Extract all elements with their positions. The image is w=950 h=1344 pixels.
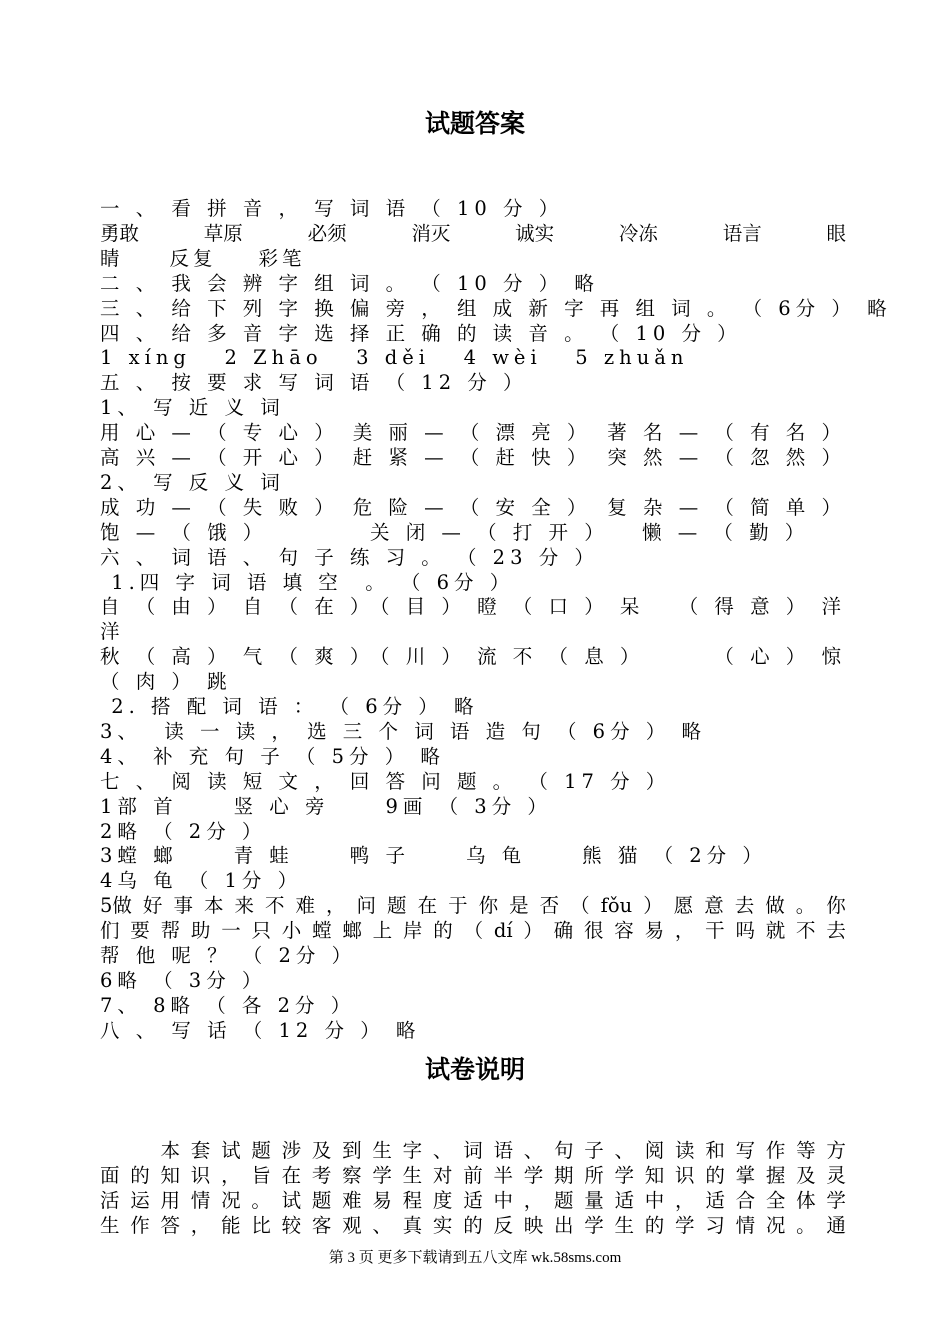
answer-line: 四 、 给 多 音 字 选 择 正 确 的 读 音 。 （ 10 分 ） <box>100 321 742 345</box>
answer-word: 睛 <box>100 246 124 270</box>
answer-line: 3、 读 一 读 ， 选 三 个 词 语 造 句 （ 6分 ） 略 <box>100 719 706 743</box>
answer-line <box>100 495 846 520</box>
answer-line: 二 、 我 会 辨 字 组 词 。 （ 10 分 ） 略 <box>100 271 599 295</box>
answer-word: dí <box>493 919 513 943</box>
answer-word: 意 <box>704 894 724 918</box>
paragraph-char: 学 <box>584 1214 604 1237</box>
answer-line: 2略 （ 2分 ） <box>100 819 267 843</box>
answer-cell: （ 得 意 ） 洋 <box>678 595 846 619</box>
answer-word: 易 <box>644 919 665 943</box>
answer-word: 确 <box>553 919 574 943</box>
answer-word: 就 <box>765 919 786 943</box>
paragraph-char: 及 <box>311 1139 332 1162</box>
paragraph-char: 情 <box>735 1214 756 1237</box>
paragraph-char: 字 <box>402 1139 423 1162</box>
paragraph-char: 在 <box>281 1164 302 1187</box>
answer-word: 好 <box>142 894 163 918</box>
answer-word: 语言 <box>722 221 762 245</box>
paragraph-char: 合 <box>735 1189 756 1212</box>
answer-cell: （ 目 ） 瞪 （ 口 ） 呆 <box>370 595 645 619</box>
paragraph-char: 灵 <box>826 1164 846 1187</box>
answer-line: 三 、 给 下 列 字 换 偏 旁 ， 组 成 新 字 再 组 词 。 （ 6分 ） 略 <box>100 296 892 320</box>
paragraph-char: 掌 <box>735 1164 756 1187</box>
paragraph-char: 及 <box>796 1164 816 1187</box>
paragraph-char <box>100 1138 120 1163</box>
instructions-paragraph <box>100 1138 846 1238</box>
paragraph-char: 客 <box>311 1214 332 1237</box>
answer-word: 去 <box>826 919 846 943</box>
answer-word: 诚实 <box>515 221 555 245</box>
answer-line: 2. 搭 配 词 语 ： （ 6分 ） 略 <box>100 695 479 718</box>
paragraph-char: 识 <box>675 1164 695 1187</box>
paragraph-char: 题 <box>251 1139 271 1162</box>
paragraph-char: 学 <box>826 1189 846 1212</box>
answer-line <box>100 445 846 470</box>
paragraph-char: 学 <box>675 1214 695 1237</box>
answer-word: 不 <box>264 894 285 918</box>
paragraph-char: 反 <box>493 1214 513 1237</box>
paragraph-char: 语 <box>493 1139 513 1162</box>
answer-line: 七 、 阅 读 短 文 ， 回 答 问 题 。 （ 17 分 ） <box>100 769 671 793</box>
paragraph-char: 等 <box>796 1139 816 1162</box>
answer-cell: 成 功 — （ 失 败 ） <box>100 495 339 519</box>
paragraph-char: 的 <box>463 1214 483 1237</box>
paragraph-char: 难 <box>342 1189 362 1212</box>
answer-word: 是 <box>509 894 529 918</box>
answer-word: 来 <box>234 894 254 918</box>
answer-word: 愿 <box>673 894 694 918</box>
answer-line: 1 xíng 2 Zhāo 3 děi 4 wèi 5 zhuǎn <box>100 346 689 370</box>
paragraph-char: 适 <box>463 1189 483 1212</box>
answer-word: 一 <box>221 919 241 943</box>
paragraph-char: 旨 <box>251 1164 271 1187</box>
paragraph-char: 、 <box>372 1214 392 1237</box>
paragraph-char: 面 <box>100 1164 120 1187</box>
paragraph-char: 生 <box>402 1164 423 1187</box>
paragraph-char: 词 <box>463 1139 483 1162</box>
answer-line: 6略 （ 3分 ） <box>100 968 267 992</box>
paragraph-char: 出 <box>553 1214 574 1237</box>
answer-line: 1、 写 近 义 词 <box>100 396 285 420</box>
answer-cell: 懒 — （ 勤 ） <box>642 520 810 544</box>
paragraph-char: 涉 <box>281 1139 302 1162</box>
paragraph-char: 作 <box>765 1139 786 1162</box>
answer-word: 小 <box>281 919 302 943</box>
paragraph-char: 度 <box>432 1189 453 1212</box>
paragraph-char: 中 <box>644 1189 665 1212</box>
answer-word: 干 <box>705 919 725 943</box>
paragraph-char: ， <box>221 1164 241 1187</box>
answer-word: 消灭 <box>411 221 451 245</box>
answer-line: 五 、 按 要 求 写 词 语 （ 12 分 ） <box>100 371 528 395</box>
answer-cell: 危 险 — （ 安 全 ） <box>352 495 592 519</box>
answer-line: 六 、 词 语 、 句 子 练 习 。 （ 23 分 ） <box>100 545 599 569</box>
answer-word: 只 <box>251 919 271 943</box>
paragraph-char: 对 <box>432 1164 453 1187</box>
paragraph-char: 学 <box>614 1164 635 1187</box>
paragraph-char: 生 <box>372 1139 392 1162</box>
answer-word: 不 <box>796 919 816 943</box>
paragraph-char: 套 <box>190 1139 211 1162</box>
paragraph-line <box>100 1188 846 1213</box>
answer-line: 4、 补 充 句 子 （ 5分 ） 略 <box>100 744 445 768</box>
paragraph-char: 写 <box>735 1139 756 1162</box>
paragraph-char: 中 <box>493 1189 513 1212</box>
paragraph-char: 和 <box>705 1139 725 1162</box>
answer-word: 岸 <box>402 919 423 943</box>
paragraph-char: 读 <box>675 1139 695 1162</box>
answer-word: 做 <box>765 894 785 918</box>
answer-cell: 饱 — （ 饿 ） <box>100 520 268 544</box>
paragraph-char: 程 <box>402 1189 423 1212</box>
answer-cell: 复 杂 — （ 简 单 ） <box>607 495 846 519</box>
answer-line: 1部 首 竖 心 旁 9画 （ 3分 ） <box>100 794 552 818</box>
answer-word: ， <box>326 894 346 918</box>
answer-word: 勇敢 <box>100 221 140 245</box>
answer-line: 一 、 看 拼 音 ， 写 词 语 （ 10 分 ） <box>100 197 564 220</box>
paragraph-char: 识 <box>190 1164 211 1187</box>
paragraph-char: 观 <box>342 1214 362 1237</box>
paragraph-char: 用 <box>160 1189 181 1212</box>
answer-line: 4乌 龟 （ 1分 ） <box>100 869 303 893</box>
paragraph-char: 。 <box>251 1189 271 1212</box>
answer-word: 于 <box>448 894 468 918</box>
answer-cell: 突 然 — （ 忽 然 ） <box>607 446 846 469</box>
answer-word: 事 <box>173 894 193 918</box>
paragraph-char: 适 <box>614 1189 635 1212</box>
paragraph-char: 半 <box>493 1164 513 1187</box>
paragraph-char: 的 <box>644 1214 665 1237</box>
page-footer: 第 3 页 更多下载请到五八文库 wk.58sms.com <box>328 1250 622 1266</box>
paragraph-char: 答 <box>160 1214 181 1237</box>
paragraph-char: ， <box>675 1189 695 1212</box>
answer-word: 在 <box>417 894 438 918</box>
paragraph-char: 较 <box>281 1214 302 1237</box>
paragraph-char: ， <box>190 1214 211 1237</box>
answer-line <box>100 420 846 445</box>
answer-word: 题 <box>387 894 407 918</box>
paragraph-char: 况 <box>221 1189 241 1212</box>
answer-line: 7、 8略 （ 各 2分 ） <box>100 993 356 1017</box>
answer-line <box>100 594 846 619</box>
answer-cell: 赶 紧 — （ 赶 快 ） <box>352 446 592 469</box>
answers-title: 试题答案 <box>424 109 525 138</box>
answer-word: 难 <box>295 894 316 918</box>
paragraph-line <box>100 1213 846 1238</box>
answer-word: fǒu <box>600 894 633 918</box>
paragraph-char: 题 <box>311 1189 332 1212</box>
paragraph-char: 的 <box>130 1164 150 1187</box>
answer-cell: （ 心 ） 惊 <box>714 645 846 669</box>
answer-word: 帮 <box>160 919 181 943</box>
answer-cell: （ 川 ） 流 不 （ 息 ） <box>370 645 645 669</box>
answer-cell: 美 丽 — （ 漂 亮 ） <box>352 421 592 445</box>
answer-line: 八 、 写 话 （ 12 分 ） 略 <box>100 1018 421 1042</box>
answer-cell: 自 （ 由 ） 自 （ 在 ） <box>100 595 375 619</box>
paragraph-char: 学 <box>372 1164 392 1187</box>
answer-line <box>100 918 846 943</box>
answer-line <box>100 644 846 669</box>
answer-cell: 秋 （ 高 ） 气 （ 爽 ） <box>100 645 375 669</box>
answer-word: 草原 <box>203 221 243 245</box>
answer-word: 你 <box>826 894 846 918</box>
answer-word: 必须 <box>307 221 347 245</box>
paragraph-char: 通 <box>826 1214 846 1237</box>
answer-word: 们 <box>100 919 120 943</box>
paragraph-char: 前 <box>463 1164 483 1187</box>
answer-line <box>100 246 846 271</box>
answer-word: 助 <box>190 919 211 943</box>
paragraph-char: 知 <box>160 1164 181 1187</box>
answer-line <box>100 893 846 918</box>
paragraph-char: 况 <box>765 1214 786 1237</box>
answer-line: 帮 他 呢 ？ （ 2分 ） <box>100 944 357 967</box>
answer-line <box>100 221 846 246</box>
paragraph-char: 期 <box>553 1164 574 1187</box>
answer-word: ） <box>523 919 543 943</box>
paragraph-line <box>100 1138 846 1163</box>
paragraph-char: 活 <box>100 1189 120 1212</box>
paragraph-char: 实 <box>432 1214 453 1237</box>
answer-word: 本 <box>203 894 224 918</box>
paragraph-char: 、 <box>614 1139 635 1162</box>
answer-word: 问 <box>356 894 377 918</box>
paragraph-char: 到 <box>342 1139 362 1162</box>
paragraph-char: 阅 <box>644 1139 665 1162</box>
paragraph-char: 方 <box>826 1139 846 1162</box>
answer-word: 螳 <box>312 919 332 943</box>
paragraph-char: 生 <box>100 1214 120 1237</box>
answer-word: ， <box>674 919 695 943</box>
answer-word: 眼 <box>826 221 846 245</box>
answer-word: （ <box>463 919 484 943</box>
paragraph-char: 题 <box>553 1189 574 1212</box>
paragraph-char: 量 <box>584 1189 604 1212</box>
paragraph-char: 学 <box>523 1164 544 1187</box>
paragraph-char: 句 <box>553 1139 574 1162</box>
answer-line: 洋 <box>100 620 125 644</box>
paragraph-char: 试 <box>281 1189 302 1212</box>
paragraph-char: 知 <box>644 1164 665 1187</box>
paragraph-char: 考 <box>311 1164 332 1187</box>
answer-word: 很 <box>583 919 604 943</box>
paragraph-char: 子 <box>584 1139 604 1162</box>
answer-cell: 用 心 — （ 专 心 ） <box>100 421 339 445</box>
answer-line: 3螳 螂 青 蛙 鸭 子 乌 龟 熊 猫 （ 2分 ） <box>100 844 767 868</box>
paragraph-char: 运 <box>130 1189 150 1212</box>
paragraph-char: 真 <box>402 1214 423 1237</box>
paragraph-char: 、 <box>432 1139 453 1162</box>
answer-cell: 高 兴 — （ 开 心 ） <box>100 446 339 469</box>
answer-word: ） <box>643 894 663 918</box>
paragraph-char: 习 <box>705 1214 725 1237</box>
paragraph-char: 全 <box>765 1189 786 1212</box>
answer-word: 冷冻 <box>618 221 658 245</box>
answer-word: 上 <box>372 919 393 943</box>
answer-word: 要 <box>130 919 150 943</box>
paragraph-char: 体 <box>796 1189 816 1212</box>
paragraph-char: 本 <box>160 1139 181 1162</box>
answer-line <box>100 520 846 545</box>
paragraph-char <box>130 1138 150 1163</box>
answer-line: 2、 写 反 义 词 <box>100 470 285 494</box>
paragraph-char: ， <box>523 1189 544 1212</box>
answer-word: 。 <box>795 894 816 918</box>
paragraph-char: 、 <box>523 1139 544 1162</box>
paragraph-char: 。 <box>796 1214 816 1237</box>
answer-word: 的 <box>433 919 453 943</box>
answer-word: 你 <box>478 894 499 918</box>
answer-cell: 关 闭 — （ 打 开 ） <box>370 520 609 544</box>
answer-word: 去 <box>734 894 755 918</box>
paragraph-line <box>100 1163 846 1188</box>
answer-word: 螂 <box>342 919 362 943</box>
paragraph-char: 情 <box>190 1189 211 1212</box>
paragraph-char: 适 <box>705 1189 725 1212</box>
answer-word: 反复 <box>169 246 217 270</box>
answer-line: （ 肉 ） 跳 <box>100 670 232 694</box>
answer-word: （ <box>570 894 590 918</box>
answer-word: 容 <box>614 919 634 943</box>
answer-line: 1.四 字 词 语 填 空 。 （ 6分 ） <box>100 570 515 594</box>
paragraph-char: 作 <box>130 1214 150 1237</box>
paragraph-char: 察 <box>342 1164 362 1187</box>
paragraph-char: 的 <box>705 1164 725 1187</box>
paragraph-char: 映 <box>523 1214 544 1237</box>
answer-word: 吗 <box>735 919 755 943</box>
answer-word: 彩笔 <box>258 246 306 270</box>
paragraph-char: 握 <box>765 1164 786 1187</box>
instructions-title: 试卷说明 <box>424 1055 525 1084</box>
answer-word: 5做 <box>100 894 132 918</box>
paragraph-char: 试 <box>221 1139 241 1162</box>
paragraph-char: 易 <box>372 1189 392 1212</box>
answer-word: 否 <box>539 894 560 918</box>
paragraph-char: 比 <box>251 1214 271 1237</box>
paragraph-char: 生 <box>614 1214 635 1237</box>
paragraph-char: 所 <box>584 1164 604 1187</box>
answer-cell: 著 名 — （ 有 名 ） <box>607 421 846 445</box>
paragraph-char: 能 <box>221 1214 241 1237</box>
